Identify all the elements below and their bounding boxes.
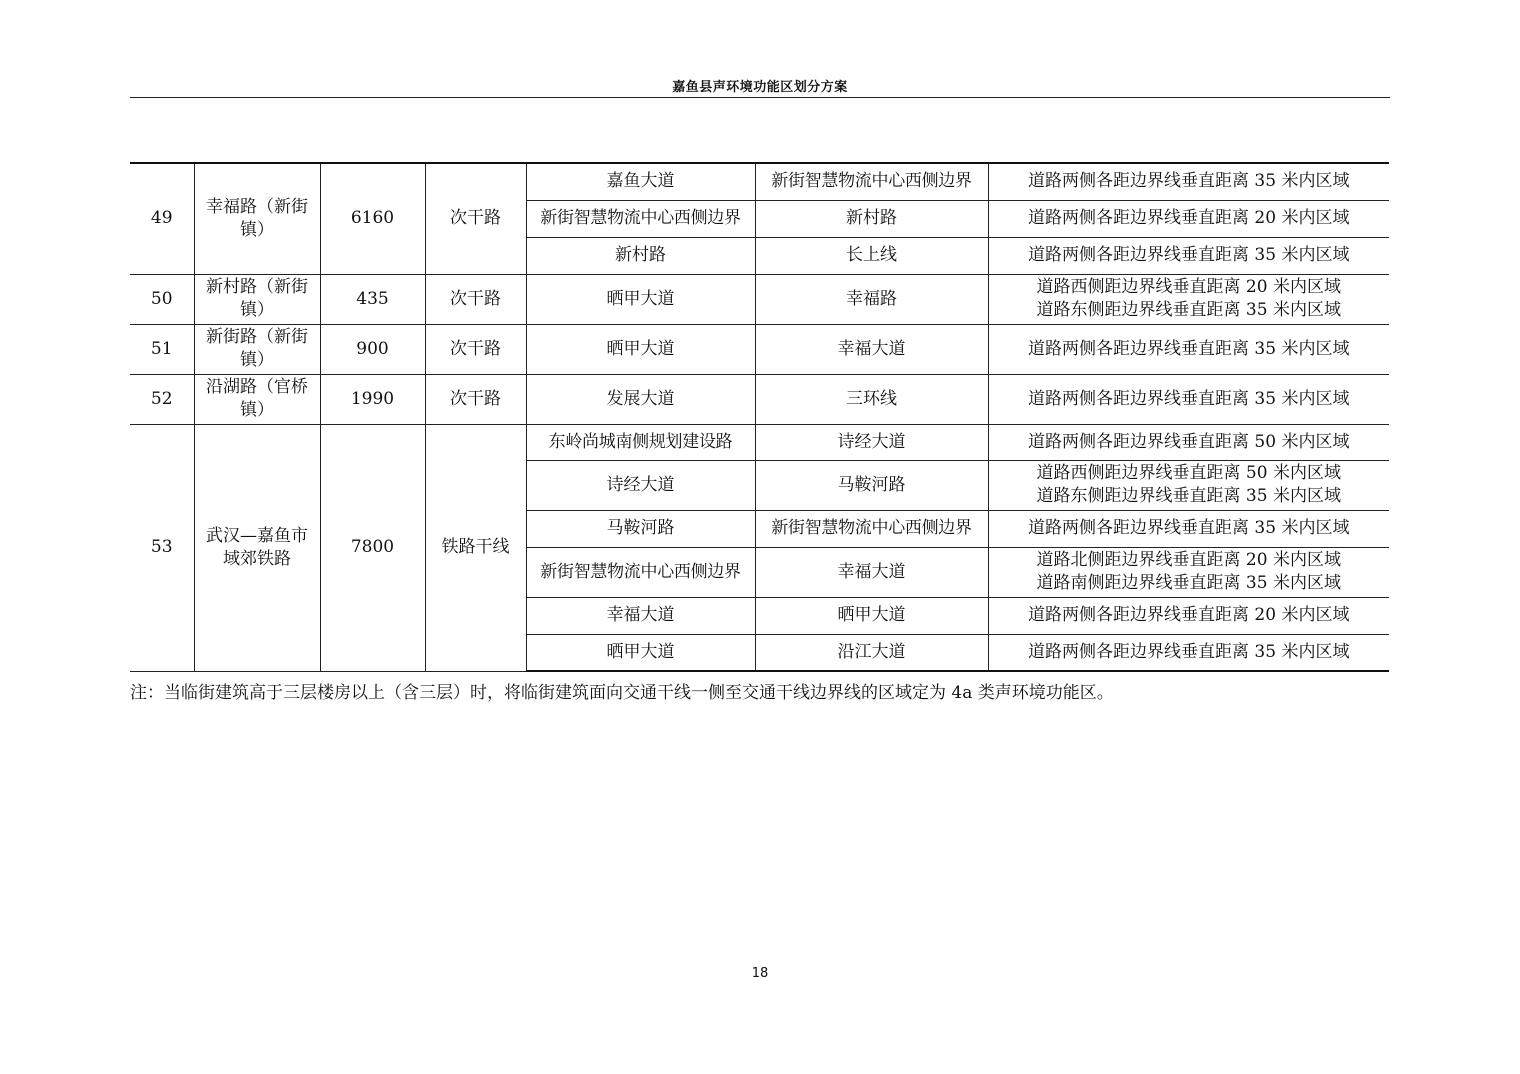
zone-range: 道路北侧距边界线垂直距离 20 米内区域 道路南侧距边界线垂直距离 35 米内区域 (988, 547, 1389, 597)
zone-range: 道路两侧各距边界线垂直距离 20 米内区域 (988, 200, 1389, 237)
road-length: 435 (320, 274, 425, 324)
segment-end: 幸福大道 (755, 324, 988, 374)
table-row (130, 324, 1389, 374)
zone-range: 道路两侧各距边界线垂直距离 35 米内区域 (988, 324, 1389, 374)
segment-start: 新村路 (526, 237, 755, 274)
road-level: 铁路干线 (425, 424, 526, 671)
road-level: 次干路 (425, 274, 526, 324)
row-number: 50 (130, 274, 194, 324)
segment-end: 三环线 (755, 374, 988, 424)
segment-end: 诗经大道 (755, 424, 988, 460)
zone-range: 道路两侧各距边界线垂直距离 20 米内区域 (988, 597, 1389, 634)
segment-start: 晒甲大道 (526, 274, 755, 324)
running-header-title: 嘉鱼县声环境功能区划分方案 (672, 80, 848, 95)
segment-end: 晒甲大道 (755, 597, 988, 634)
table-row (130, 163, 1389, 200)
zone-range: 道路西侧距边界线垂直距离 50 米内区域 道路东侧距边界线垂直距离 35 米内区域 (988, 460, 1389, 510)
row-number: 52 (130, 374, 194, 424)
road-level: 次干路 (425, 324, 526, 374)
segment-start: 发展大道 (526, 374, 755, 424)
road-length: 900 (320, 324, 425, 374)
segment-start: 幸福大道 (526, 597, 755, 634)
zone-range: 道路两侧各距边界线垂直距离 35 米内区域 (988, 237, 1389, 274)
road-zone-table (130, 162, 1389, 672)
road-length: 7800 (320, 424, 425, 671)
zone-range: 道路两侧各距边界线垂直距离 35 米内区域 (988, 374, 1389, 424)
segment-end: 马鞍河路 (755, 460, 988, 510)
table-footnote: 注：当临街建筑高于三层楼房以上（含三层）时，将临街建筑面向交通干线一侧至交通干线边界线的区域定为 4a 类声环境功能区。 (130, 683, 1114, 703)
header-divider (130, 97, 1390, 98)
segment-start: 晒甲大道 (526, 634, 755, 671)
segment-end: 幸福路 (755, 274, 988, 324)
segment-start: 新街智慧物流中心西侧边界 (526, 547, 755, 597)
table-row (130, 374, 1389, 424)
road-level: 次干路 (425, 374, 526, 424)
zone-range: 道路两侧各距边界线垂直距离 35 米内区域 (988, 510, 1389, 547)
segment-end: 新村路 (755, 200, 988, 237)
segment-end: 幸福大道 (755, 547, 988, 597)
zone-range: 道路西侧距边界线垂直距离 20 米内区域 道路东侧距边界线垂直距离 35 米内区域 (988, 274, 1389, 324)
page-number: 18 (751, 966, 769, 981)
road-length: 1990 (320, 374, 425, 424)
segment-end: 新街智慧物流中心西侧边界 (755, 163, 988, 200)
road-name: 幸福路（新街 镇） (194, 163, 320, 274)
zone-range: 道路两侧各距边界线垂直距离 35 米内区域 (988, 163, 1389, 200)
table-row (130, 424, 1389, 460)
table-row (130, 274, 1389, 324)
segment-start: 晒甲大道 (526, 324, 755, 374)
segment-end: 长上线 (755, 237, 988, 274)
road-length: 6160 (320, 163, 425, 274)
row-number: 51 (130, 324, 194, 374)
road-level: 次干路 (425, 163, 526, 274)
segment-start: 马鞍河路 (526, 510, 755, 547)
segment-end: 沿江大道 (755, 634, 988, 671)
segment-start: 新街智慧物流中心西侧边界 (526, 200, 755, 237)
zone-range: 道路两侧各距边界线垂直距离 50 米内区域 (988, 424, 1389, 460)
road-name: 新村路（新街 镇） (194, 274, 320, 324)
road-name: 武汉—嘉鱼市 域郊铁路 (194, 424, 320, 671)
segment-end: 新街智慧物流中心西侧边界 (755, 510, 988, 547)
road-name: 沿湖路（官桥 镇） (194, 374, 320, 424)
segment-start: 诗经大道 (526, 460, 755, 510)
zone-range: 道路两侧各距边界线垂直距离 35 米内区域 (988, 634, 1389, 671)
road-name: 新街路（新街 镇） (194, 324, 320, 374)
row-number: 53 (130, 424, 194, 671)
row-number: 49 (130, 163, 194, 274)
segment-start: 东岭尚城南侧规划建设路 (526, 424, 755, 460)
segment-start: 嘉鱼大道 (526, 163, 755, 200)
